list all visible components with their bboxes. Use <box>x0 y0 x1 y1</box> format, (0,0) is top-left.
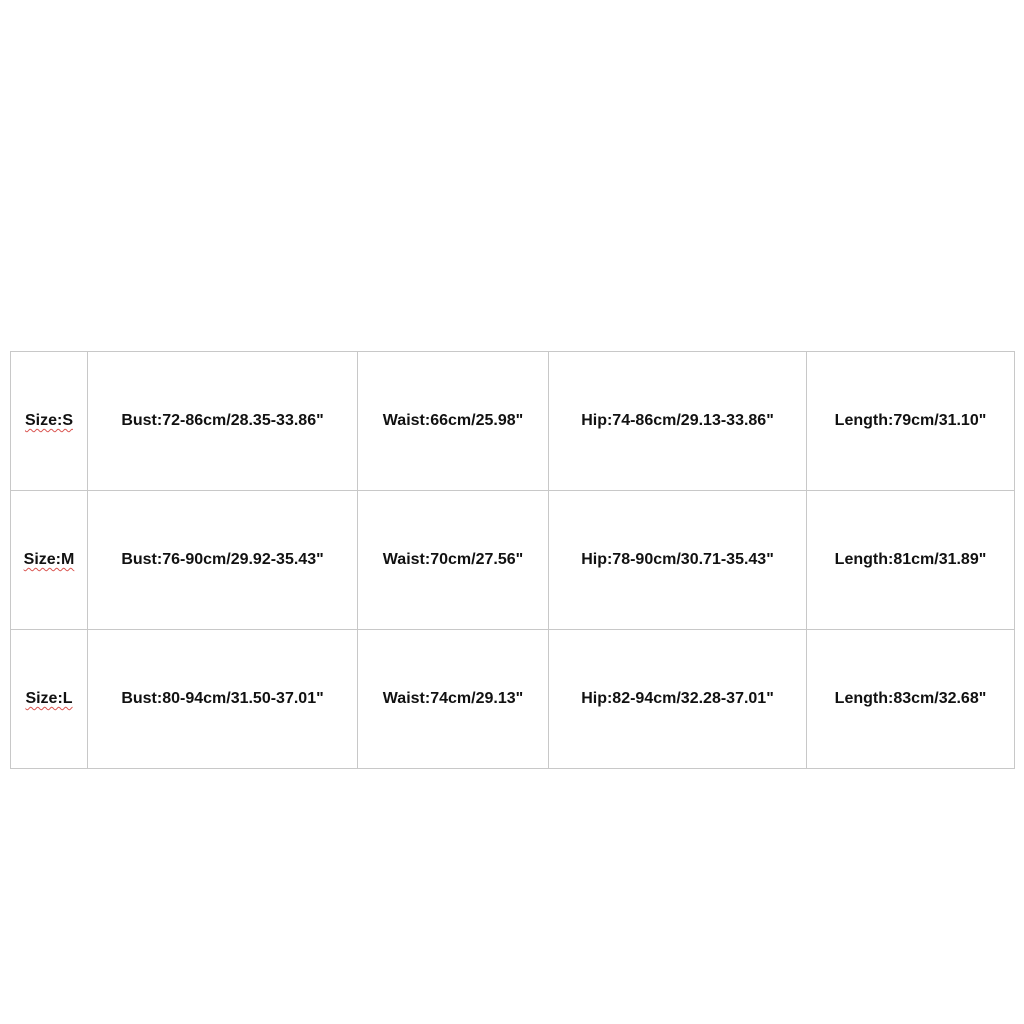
waist-cell: Waist:74cm/29.13" <box>358 630 549 769</box>
size-cell <box>11 352 88 491</box>
hip-cell: Hip:82-94cm/32.28-37.01" <box>549 630 807 769</box>
bust-cell: Bust:76-90cm/29.92-35.43" <box>88 491 358 630</box>
size-cell <box>11 491 88 630</box>
size-cell <box>11 630 88 769</box>
bust-cell: Bust:80-94cm/31.50-37.01" <box>88 630 358 769</box>
table-row <box>11 630 1015 769</box>
table-row <box>11 352 1015 491</box>
size-label: Size:L <box>25 690 73 707</box>
size-label: Size:M <box>23 551 75 568</box>
bust-cell: Bust:72-86cm/28.35-33.86" <box>88 352 358 491</box>
hip-cell: Hip:78-90cm/30.71-35.43" <box>549 491 807 630</box>
waist-cell: Waist:66cm/25.98" <box>358 352 549 491</box>
waist-cell: Waist:70cm/27.56" <box>358 491 549 630</box>
table-row <box>11 491 1015 630</box>
size-chart-table <box>10 351 1015 769</box>
length-cell: Length:79cm/31.10" <box>807 352 1015 491</box>
length-cell: Length:81cm/31.89" <box>807 491 1015 630</box>
size-label: Size:S <box>24 412 73 429</box>
hip-cell: Hip:74-86cm/29.13-33.86" <box>549 352 807 491</box>
length-cell: Length:83cm/32.68" <box>807 630 1015 769</box>
